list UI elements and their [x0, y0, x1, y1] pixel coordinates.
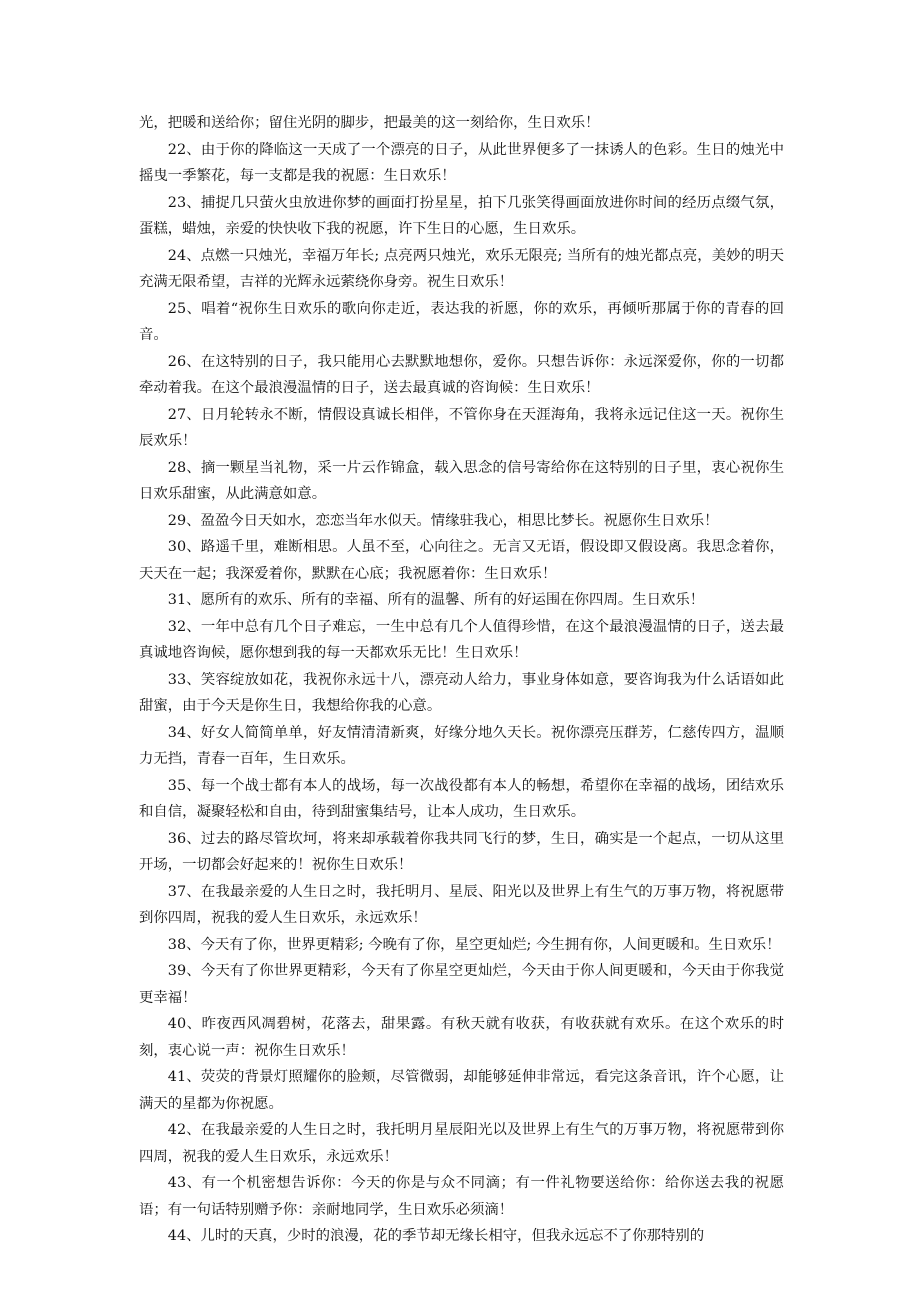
document-page: [139, 110, 784, 1250]
wish-37: 37、在我最亲爱的人生日之时，我托明月、星辰、阳光以及世界上有生气的万事万物，将祝愿带到你四周，祝我的爱人生日欢乐，永远欢乐！: [139, 883, 784, 926]
wish-29: 29、盈盈今日天如水，恋恋当年水似天。情缘驻我心，相思比梦长。祝愿你生日欢乐！: [167, 512, 719, 529]
wish-25: 25、唱着“祝你生日欢乐的歌向你走近，表达我的祈愿，你的欢乐，再倾听那属于你的青春的回音。: [139, 300, 784, 343]
wish-32: 32、一年中总有几个日子难忘，一生中总有几个人值得珍惜，在这个最浪漫温情的日子，送去最真诚地咨询候，愿你想到我的每一天都欢乐无比！生日欢乐！: [139, 618, 784, 661]
wish-39: 39、今天有了你世界更精彩，今天有了你星空更灿烂，今天由于你人间更暖和，今天由于你我觉更幸福！: [139, 963, 784, 1006]
wish-26: 26、在这特别的日子，我只能用心去默默地想你，爱你。只想告诉你：永远深爱你，你的一切都牵动着我。在这个最浪漫温情的日子，送去最真诚的咨询候：生日欢乐！: [139, 353, 784, 396]
wish-38: 38、今天有了你，世界更精彩; 今晚有了你，星空更灿烂; 今生拥有你，人间更暖和。生日欢乐！: [167, 936, 781, 953]
wish-24: 24、点燃一只烛光，幸福万年长; 点亮两只烛光，欢乐无限亮; 当所有的烛光都点亮，美妙的明天充满无限希望，吉祥的光辉永远萦绕你身旁。祝生日欢乐！: [139, 247, 784, 290]
wish-40: 40、昨夜西风凋碧树，花落去，甜果露。有秋天就有收获，有收获就有欢乐。在这个欢乐的时刻，衷心说一声：祝你生日欢乐！: [139, 1016, 784, 1059]
wish-35: 35、每一个战士都有本人的战场，每一次战役都有本人的畅想，希望你在幸福的战场，团结欢乐和自信，凝聚轻松和自由，待到甜蜜集结号，让本人成功，生日欢乐。: [139, 777, 784, 820]
wish-23: 23、捕捉几只萤火虫放进你梦的画面打扮星星，拍下几张笑得画面放进你时间的经历点缀气氛，蛋糕，蜡烛，亲爱的快快收下我的祝愿，许下生日的心愿，生日欢乐。: [139, 194, 784, 237]
wish-36: 36、过去的路尽管坎坷，将来却承载着你我共同飞行的梦，生日，确实是一个起点，一切从这里开场，一切都会好起来的！祝你生日欢乐！: [139, 830, 784, 873]
wish-30: 30、路遥千里，难断相思。人虽不至，心向往之。无言又无语，假设即又假设离。我思念着你，天天在一起；我深爱着你，默默在心底；我祝愿着你：生日欢乐！: [139, 539, 784, 582]
wish-44: 44、儿时的天真，少时的浪漫，花的季节却无缘长相守，但我永远忘不了你那特别的: [167, 1228, 705, 1244]
wish-22: 22、由于你的降临这一天成了一个漂亮的日子，从此世界便多了一抹诱人的色彩。生日的烛光中摇曳一季繁花，每一支都是我的祝愿：生日欢乐！: [139, 141, 784, 184]
wish-42: 42、在我最亲爱的人生日之时，我托明月星辰阳光以及世界上有生气的万事万物，将祝愿带到你四周，祝我的爱人生日欢乐，永远欢乐！: [139, 1122, 784, 1165]
wish-31: 31、愿所有的欢乐、所有的幸福、所有的温馨、所有的好运围在你四周。生日欢乐！: [167, 592, 705, 608]
continuation-paragraph: 光，把暖和送给你；留住光阴的脚步，把最美的这一刻给你，生日欢乐！: [139, 115, 600, 131]
wish-28: 28、摘一颗星当礼物，采一片云作锦盒，载入思念的信号寄给你在这特别的日子里，衷心祝你生日欢乐甜蜜，从此满意如意。: [139, 459, 784, 502]
wish-34: 34、好女人简简单单，好友情清清新爽，好缘分地久天长。祝你漂亮压群芳，仁慈传四方，温顺力无挡，青春一百年，生日欢乐。: [139, 724, 784, 767]
wish-41: 41、荧荧的背景灯照耀你的脸颊，尽管微弱，却能够延伸非常远，看完这条音讯，许个心愿，让满天的星都为你祝愿。: [139, 1069, 784, 1112]
wish-33: 33、笑容绽放如花，我祝你永远十八，漂亮动人给力，事业身体如意，要咨询我为什么话语如此甜蜜，由于今天是你生日，我想给你我的心意。: [139, 671, 784, 714]
wish-27: 27、日月轮转永不断，情假设真诚长相伴，不管你身在天涯海角，我将永远记住这一天。祝你生辰欢乐！: [139, 406, 784, 449]
wish-43: 43、有一个机密想告诉你：今天的你是与众不同滴；有一件礼物要送给你：给你送去我的祝愿语；有一句话特别赠予你：亲耐地同学，生日欢乐必须滴！: [139, 1175, 784, 1218]
